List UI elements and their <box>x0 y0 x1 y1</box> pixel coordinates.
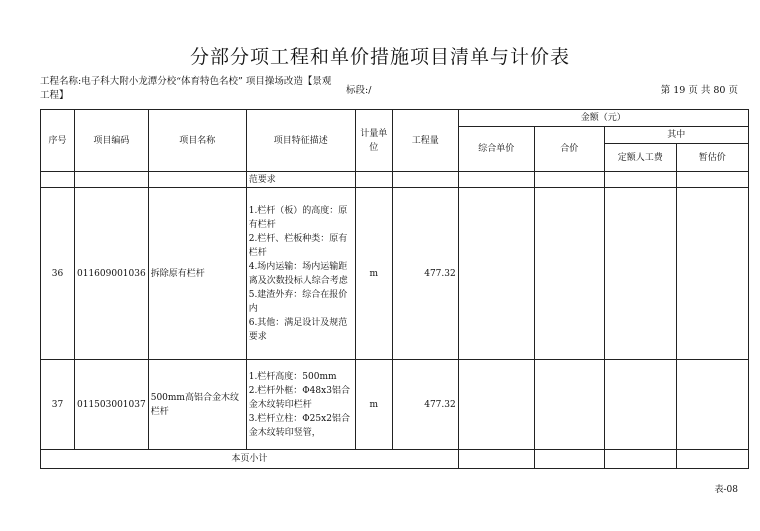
feature-line: 3.栏杆立柱：Φ25x2铝合 <box>248 413 350 424</box>
section-value: / <box>368 85 372 96</box>
page-title: 分部分项工程和单价措施项目清单与计价表 <box>189 46 570 68</box>
subtotal-row <box>41 450 749 469</box>
subtotal-label: 本页小计 <box>41 450 459 469</box>
header-labor-fee: 定额人工费 <box>604 144 676 172</box>
row-quantity: 477.32 <box>392 360 458 450</box>
header-unit: 计量单位 <box>355 110 392 172</box>
carry-over-text: 范要求 <box>246 172 355 188</box>
header-seq: 序号 <box>41 110 75 172</box>
row-unit: m <box>355 360 392 450</box>
feature-line: 4.场内运输：场内运输距 <box>248 261 348 272</box>
table-row <box>41 360 749 450</box>
header-name: 项目名称 <box>148 110 246 172</box>
row-features <box>246 360 355 450</box>
row-provisional-price <box>676 188 748 360</box>
feature-line: 5.建渣外弃：综合在报价 <box>248 289 348 300</box>
feature-line: 栏杆 <box>248 247 267 258</box>
row-quantity: 477.32 <box>392 188 458 360</box>
row-features <box>246 188 355 360</box>
header-amount: 金额（元） <box>458 110 748 127</box>
row-composite-unit-price <box>458 188 534 360</box>
subtotal-labor-fee <box>604 450 676 469</box>
header-row-1 <box>41 110 749 127</box>
project-label: 工程名称: <box>40 76 82 87</box>
row-provisional-price <box>676 360 748 450</box>
row-seq: 37 <box>41 360 75 450</box>
feature-line: 内 <box>248 303 258 314</box>
header-provisional-price: 暂估价 <box>676 144 748 172</box>
row-name: 拆除原有栏杆 <box>148 188 246 360</box>
header-features: 项目特征描述 <box>246 110 355 172</box>
carry-over-row <box>41 172 749 188</box>
project-name: 电子科大附小龙潭分校“体育特色名校” 项目操场改造【景观工程】 <box>40 76 332 101</box>
subtotal-composite-unit-price <box>458 450 534 469</box>
subtotal-provisional-price <box>676 450 748 469</box>
section-line <box>346 84 371 98</box>
header-quantity: 工程量 <box>392 110 458 172</box>
row-total-price <box>534 188 604 360</box>
row-labor-fee <box>604 188 676 360</box>
feature-line: 2.栏杆、栏板种类：原有 <box>248 233 348 244</box>
form-number: 表-08 <box>714 485 738 495</box>
feature-line: 1.栏杆高度：500mm <box>248 371 337 382</box>
header-of-which: 其中 <box>604 127 748 144</box>
header-composite-unit-price: 综合单价 <box>458 127 534 172</box>
row-labor-fee <box>604 360 676 450</box>
table-row <box>41 188 749 360</box>
feature-line: 要求 <box>248 331 267 342</box>
header-total-price: 合价 <box>534 127 604 172</box>
feature-line: 1.栏杆（板）的高度：原 <box>248 205 348 216</box>
feature-line: 2.栏杆外框：Φ48x3铝合 <box>248 385 350 396</box>
section-label: 标段: <box>346 85 369 96</box>
row-code: 011609001036 <box>75 188 149 360</box>
row-unit: m <box>355 188 392 360</box>
row-composite-unit-price <box>458 360 534 450</box>
row-code: 011503001037 <box>75 360 149 450</box>
feature-line: 金木纹转印竖管， <box>248 427 321 438</box>
feature-line: 离及次数投标人综合考虑 <box>248 275 348 286</box>
feature-line: 有栏杆 <box>248 219 276 230</box>
feature-line: 金木纹转印栏杆 <box>248 399 312 410</box>
row-total-price <box>534 360 604 450</box>
project-name-line <box>40 75 340 103</box>
bill-of-quantities-table <box>40 109 749 469</box>
row-seq: 36 <box>41 188 75 360</box>
header-code: 项目编码 <box>75 110 149 172</box>
page-indicator: 第 19 页 共 80 页 <box>660 85 738 96</box>
subtotal-total-price <box>534 450 604 469</box>
feature-line: 6.其他：满足设计及规范 <box>248 317 348 328</box>
row-name: 500mm高铝合金木纹栏杆 <box>148 360 246 450</box>
